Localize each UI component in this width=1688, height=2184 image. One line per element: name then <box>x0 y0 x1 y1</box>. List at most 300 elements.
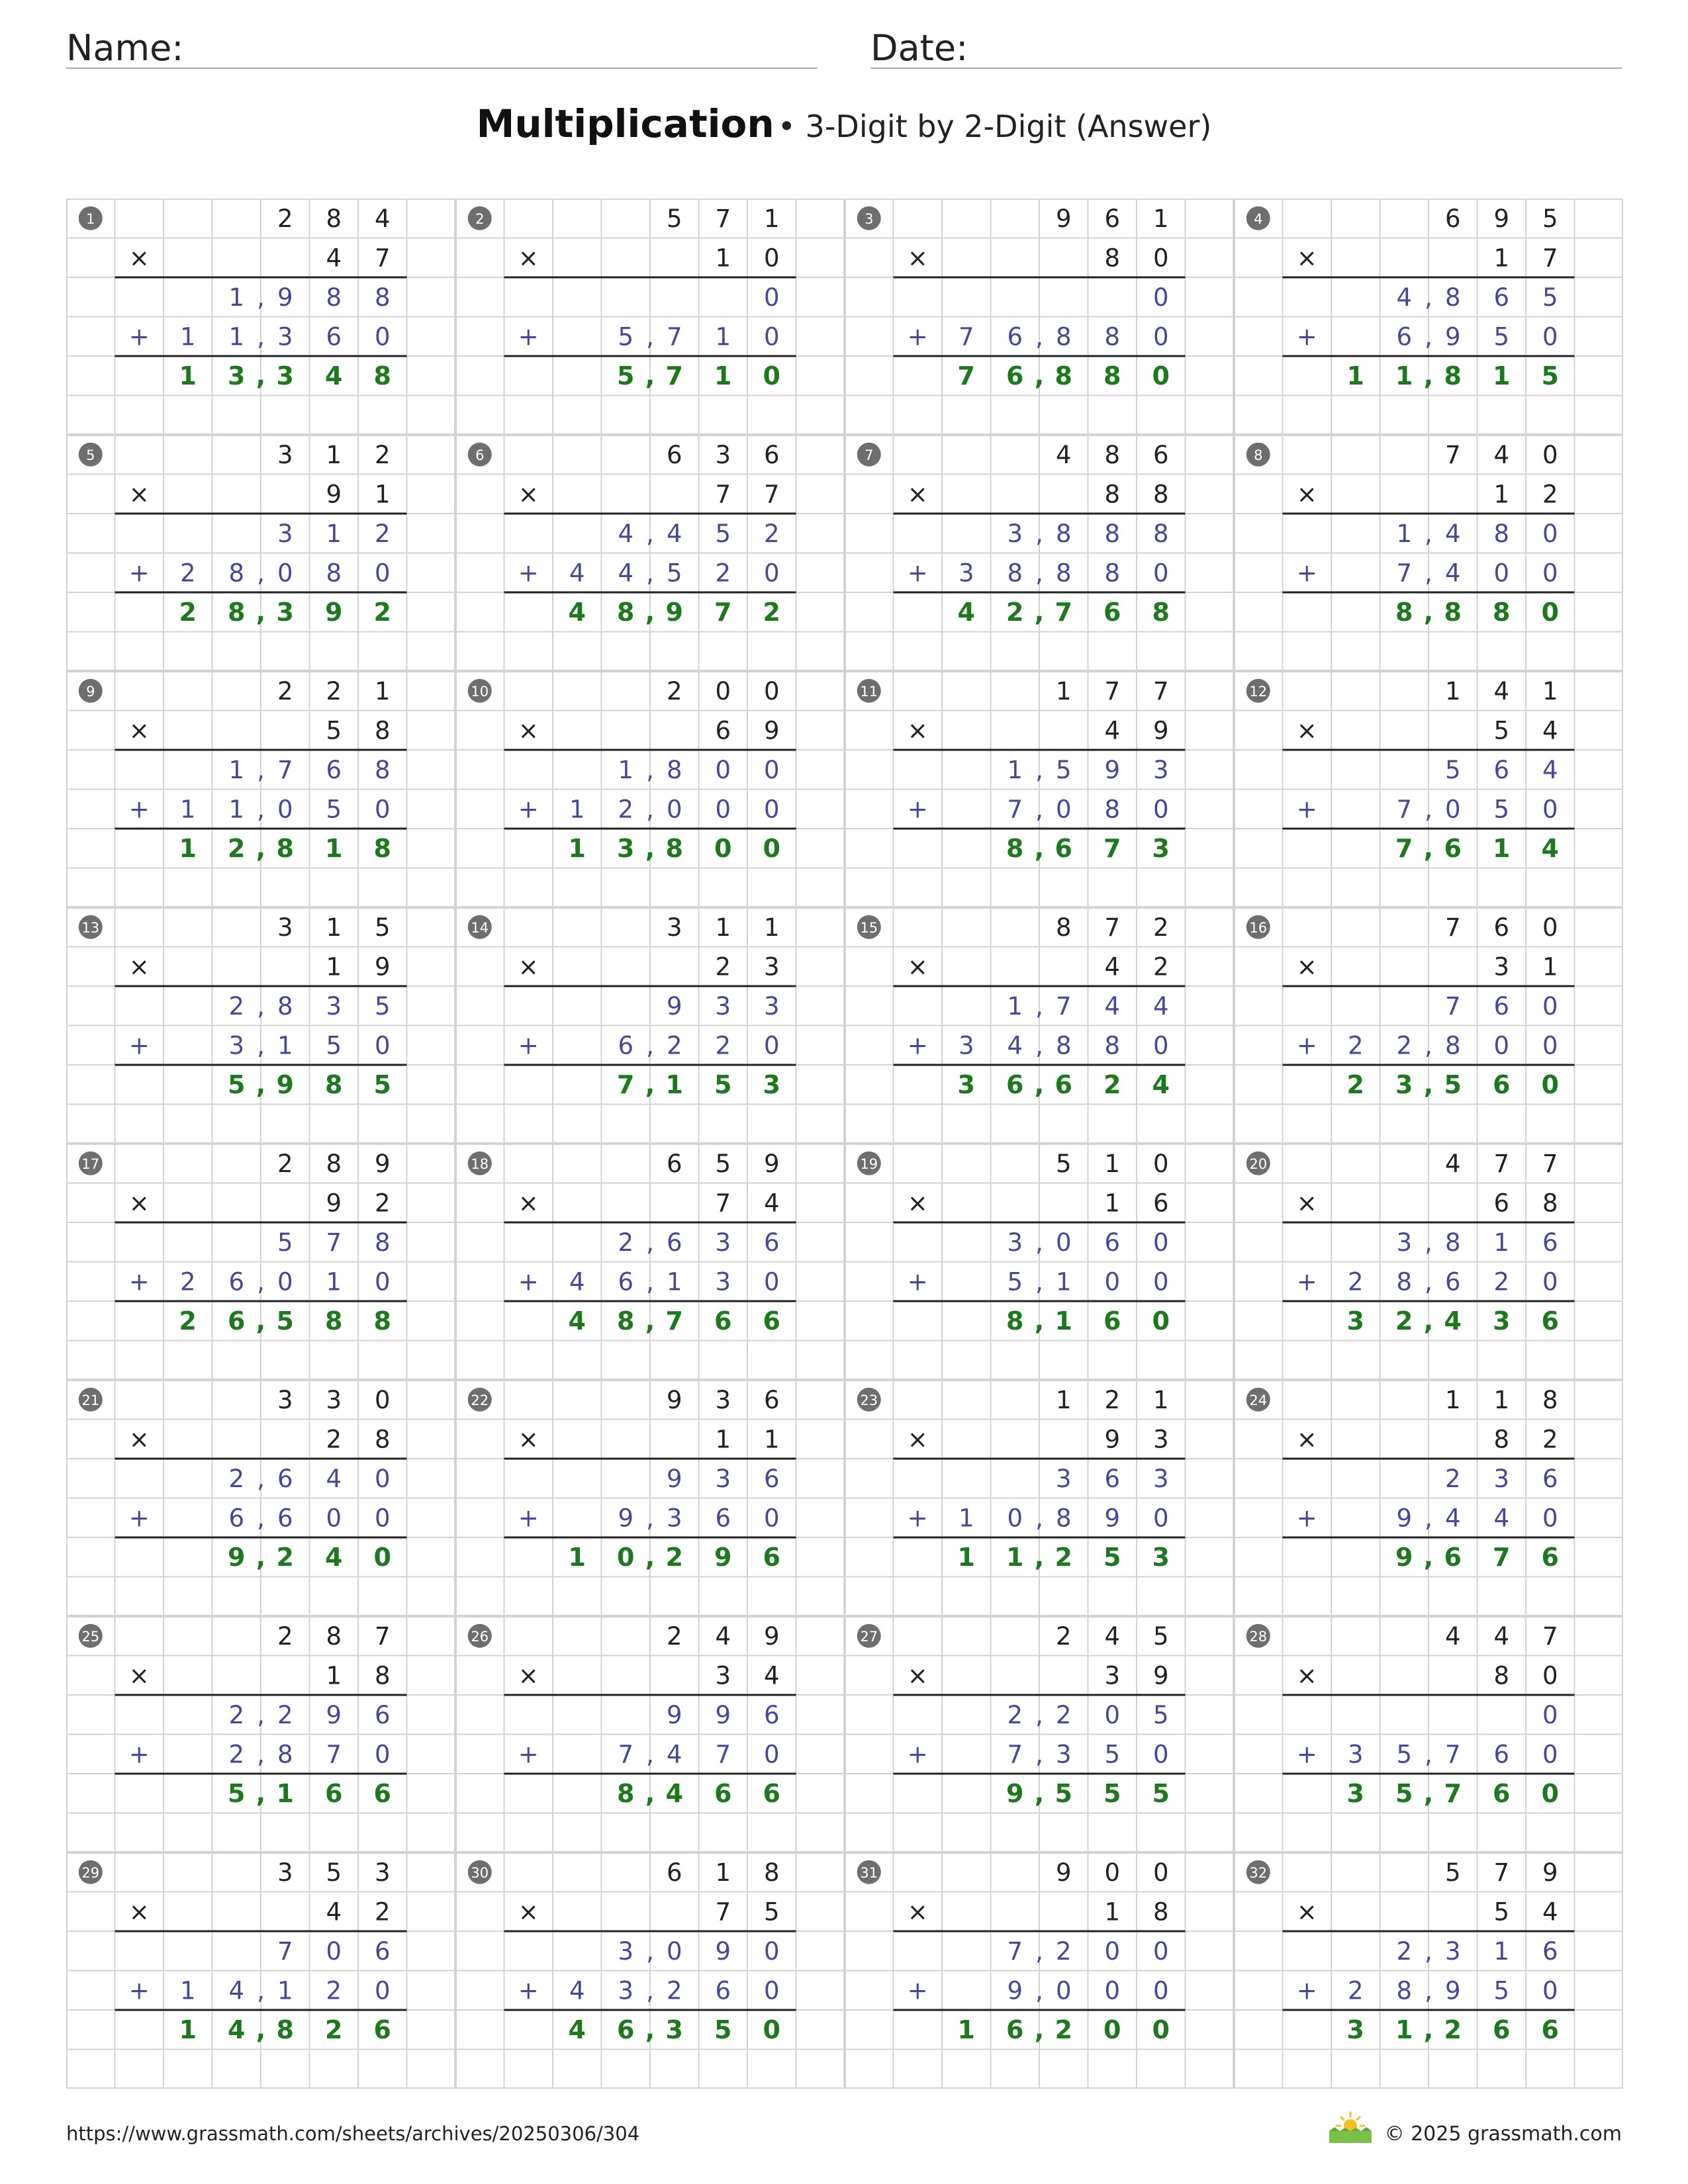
multiplicand-digit: 2 <box>277 676 293 705</box>
partial-product-1-digit: 3 <box>1152 1464 1169 1493</box>
answer-digit: 2 <box>1103 1069 1121 1099</box>
answer-digit: 4 <box>325 1542 343 1572</box>
answer-digit: 6 <box>1444 1542 1462 1572</box>
multiplicand-digit: 5 <box>374 913 391 942</box>
answer-digit: 6 <box>1541 1542 1559 1572</box>
answer-digit: 4 <box>1152 1069 1170 1099</box>
answer-digit-separator: , <box>645 1542 655 1572</box>
multiplier-digit: 2 <box>1152 952 1169 981</box>
multiplicand-digit: 2 <box>666 1621 682 1651</box>
problem-number: 25 <box>81 1628 100 1645</box>
answer-digit: 8 <box>325 1069 343 1099</box>
date-field[interactable] <box>870 21 1622 69</box>
multiplicand-digit: 2 <box>277 204 293 233</box>
answer-digit: 3 <box>665 2015 683 2044</box>
answer-digit: 6 <box>1493 1069 1511 1099</box>
multiplicand-digit: 0 <box>715 676 731 705</box>
multiplicand-digit: 2 <box>666 676 682 705</box>
answer-digit: 6 <box>1006 1069 1024 1099</box>
partial-product-2-digit: 1 <box>179 1976 196 2005</box>
partial-product-2-digit: 0 <box>1152 1031 1169 1060</box>
multiplier-digit: 2 <box>1542 480 1558 509</box>
partial-product-2-digit: 1 <box>228 795 245 824</box>
partial-product-2-digit: 0 <box>1542 559 1558 588</box>
plus-sign: + <box>1296 559 1317 588</box>
partial-product-2-digit: 5 <box>326 795 342 824</box>
multiplicand-digit: 2 <box>1152 913 1169 942</box>
problem-number: 12 <box>1249 683 1268 700</box>
partial-product-2-digit: 6 <box>1493 1740 1510 1769</box>
partial-product-2-digit: 1 <box>569 795 585 824</box>
partial-product-2-digit: 0 <box>1152 559 1169 588</box>
multiplicand-digit: 6 <box>666 1149 682 1178</box>
answer-digit: 4 <box>568 2015 586 2044</box>
partial-product-2-digit: 0 <box>1152 1976 1169 2005</box>
answer-digit-separator: , <box>256 833 266 863</box>
partial-product-1-digit: 6 <box>277 1464 293 1493</box>
partial-product-2-digit-separator: , <box>257 1031 265 1060</box>
multiplier-digit: 3 <box>1104 1661 1121 1690</box>
multiplicand-digit: 1 <box>715 1858 731 1887</box>
plus-sign: + <box>518 322 539 351</box>
partial-product-1-digit: 2 <box>1396 1936 1413 1966</box>
partial-product-2-digit-separator: , <box>646 1267 654 1297</box>
partial-product-2-digit: 6 <box>618 1031 634 1060</box>
partial-product-1-digit-separator: , <box>257 1464 265 1493</box>
answer-digit: 5 <box>1103 1778 1121 1808</box>
plus-sign: + <box>1296 322 1317 351</box>
partial-product-1-digit: 8 <box>374 755 391 784</box>
partial-product-1-digit: 6 <box>1542 1228 1558 1257</box>
answer-digit-separator: , <box>256 1778 266 1808</box>
answer-digit: 8 <box>373 833 391 863</box>
partial-product-2-digit: 4 <box>618 559 634 588</box>
multiplicand-digit: 3 <box>666 913 682 942</box>
multiplier-digit: 5 <box>326 716 342 745</box>
partial-product-1-digit: 8 <box>374 283 391 312</box>
partial-product-1-digit: 3 <box>715 991 731 1021</box>
partial-product-1-digit: 6 <box>1542 1936 1558 1966</box>
partial-product-1-digit: 8 <box>1444 1228 1461 1257</box>
partial-product-2-digit: 5 <box>1396 1740 1413 1769</box>
answer-digit: 1 <box>1395 2015 1413 2044</box>
answer-digit-separator: , <box>1423 833 1434 863</box>
partial-product-2-digit: 2 <box>618 795 634 824</box>
partial-product-2-digit: 2 <box>666 1031 682 1060</box>
plus-sign: + <box>1296 795 1317 824</box>
answer-digit: 4 <box>325 361 343 390</box>
partial-product-1-digit-separator: , <box>257 283 265 312</box>
partial-product-1-digit: 1 <box>1493 1228 1510 1257</box>
name-field[interactable] <box>66 21 818 69</box>
partial-product-1-digit: 0 <box>326 1936 342 1966</box>
partial-product-1-digit: 4 <box>666 519 682 548</box>
partial-product-1-digit-separator: , <box>1035 755 1043 784</box>
answer-digit: 7 <box>1444 1778 1462 1808</box>
multiplier-digit: 7 <box>763 480 780 509</box>
problem-number: 22 <box>471 1392 489 1408</box>
answer-digit: 5 <box>1055 1778 1072 1808</box>
multiplicand-digit: 0 <box>1152 1858 1169 1887</box>
partial-product-2-digit: 8 <box>277 1740 293 1769</box>
partial-product-1-digit: 2 <box>1007 1700 1023 1729</box>
plus-sign: + <box>518 1740 539 1769</box>
multiplier-digit: 8 <box>374 1425 391 1454</box>
partial-product-1-digit: 9 <box>715 1700 731 1729</box>
answer-digit: 9 <box>276 1069 294 1099</box>
times-sign: × <box>128 480 150 509</box>
partial-product-2-digit: 9 <box>1007 1976 1023 2005</box>
answer-digit: 4 <box>228 2015 246 2044</box>
partial-product-1-digit: 4 <box>1542 755 1558 784</box>
multiplicand-digit: 4 <box>1444 1149 1461 1178</box>
name-label: Name: <box>66 27 184 69</box>
partial-product-2-digit: 5 <box>1493 1976 1510 2005</box>
partial-product-2-digit: 2 <box>715 1031 731 1060</box>
answer-digit: 0 <box>1541 597 1559 627</box>
partial-product-1-digit-separator: , <box>1425 1936 1432 1966</box>
answer-digit-separator: , <box>645 1306 655 1336</box>
partial-product-2-digit: 8 <box>1104 795 1121 824</box>
partial-product-2-digit: 5 <box>1493 322 1510 351</box>
plus-sign: + <box>1296 1267 1317 1297</box>
partial-product-1-digit: 0 <box>1152 1936 1169 1966</box>
answer-digit: 0 <box>763 361 780 390</box>
plus-sign: + <box>128 1740 150 1769</box>
partial-product-2-digit: 9 <box>1444 1976 1461 2005</box>
answer-digit: 2 <box>1444 2015 1462 2044</box>
times-sign: × <box>128 1189 150 1218</box>
answer-digit: 3 <box>617 833 635 863</box>
multiplicand-digit: 8 <box>1055 913 1072 942</box>
multiplier-digit: 1 <box>374 480 391 509</box>
answer-digit: 7 <box>1055 597 1072 627</box>
answer-digit: 9 <box>665 597 683 627</box>
partial-product-2-digit: 7 <box>666 322 682 351</box>
partial-product-2-digit: 4 <box>1444 1504 1461 1533</box>
multiplier-digit: 8 <box>1152 480 1169 509</box>
answer-digit: 7 <box>617 1069 635 1099</box>
partial-product-1-digit: 4 <box>618 519 634 548</box>
partial-product-2-digit: 0 <box>763 322 780 351</box>
multiplicand-digit: 7 <box>1152 676 1169 705</box>
partial-product-1-digit: 2 <box>1055 1936 1072 1966</box>
answer-digit: 2 <box>179 597 197 627</box>
answer-digit: 0 <box>1541 1778 1559 1808</box>
problem-number: 23 <box>860 1392 878 1408</box>
partial-product-2-digit: 0 <box>277 1267 293 1297</box>
partial-product-1-digit: 2 <box>228 991 245 1021</box>
partial-product-2-digit: 0 <box>1542 322 1558 351</box>
partial-product-2-digit-separator: , <box>257 1504 265 1533</box>
partial-product-2-digit-separator: , <box>257 322 265 351</box>
answer-digit: 2 <box>1346 1069 1364 1099</box>
answer-digit: 2 <box>228 833 246 863</box>
partial-product-2-digit: 8 <box>1007 559 1023 588</box>
partial-product-1-digit-separator: , <box>646 1936 654 1966</box>
answer-digit: 1 <box>179 833 197 863</box>
partial-product-1-digit: 7 <box>326 1228 342 1257</box>
partial-product-1-digit: 5 <box>1444 755 1461 784</box>
answer-digit: 1 <box>714 361 732 390</box>
partial-product-1-digit-separator: , <box>1035 991 1043 1021</box>
multiplier-digit: 1 <box>715 244 731 273</box>
problem-number: 16 <box>1249 919 1268 936</box>
answer-digit: 4 <box>568 597 586 627</box>
partial-product-2-digit: 3 <box>1347 1740 1364 1769</box>
answer-digit-separator: , <box>256 1542 266 1572</box>
answer-digit: 2 <box>763 597 780 627</box>
partial-product-1-digit-separator: , <box>646 755 654 784</box>
times-sign: × <box>1296 716 1317 745</box>
multiplicand-digit: 9 <box>1055 1858 1072 1887</box>
partial-product-1-digit: 9 <box>666 991 682 1021</box>
answer-digit: 3 <box>1395 1069 1413 1099</box>
answer-digit-separator: , <box>1423 1069 1434 1099</box>
partial-product-1-digit: 3 <box>1444 1936 1461 1966</box>
partial-product-1-digit: 9 <box>715 1936 731 1966</box>
times-sign: × <box>128 1661 150 1690</box>
answer-digit: 4 <box>665 1778 683 1808</box>
multiplicand-digit: 5 <box>666 204 682 233</box>
answer-digit: 1 <box>957 2015 975 2044</box>
multiplicand-digit: 1 <box>715 913 731 942</box>
answer-digit: 3 <box>1493 1306 1511 1336</box>
partial-product-1-digit: 6 <box>763 1464 780 1493</box>
partial-product-1-digit: 0 <box>1104 1936 1121 1966</box>
partial-product-1-digit: 8 <box>666 755 682 784</box>
partial-product-2-digit-separator: , <box>646 1740 654 1769</box>
partial-product-1-digit: 2 <box>1444 1464 1461 1493</box>
answer-digit: 1 <box>179 2015 197 2044</box>
multiplier-digit: 1 <box>326 952 342 981</box>
partial-product-2-digit-separator: , <box>1425 559 1432 588</box>
partial-product-1-digit: 0 <box>1152 283 1169 312</box>
partial-product-1-digit: 6 <box>374 1700 391 1729</box>
multiplier-digit: 2 <box>1542 1425 1558 1454</box>
partial-product-2-digit-separator: , <box>1035 559 1043 588</box>
multiplicand-digit: 5 <box>1055 1149 1072 1178</box>
multiplicand-digit: 2 <box>374 440 391 469</box>
answer-digit: 7 <box>1493 1542 1511 1572</box>
times-sign: × <box>907 1189 928 1218</box>
partial-product-1-digit: 5 <box>1542 283 1558 312</box>
multiplier-digit: 1 <box>1493 244 1510 273</box>
answer-digit: 6 <box>617 2015 635 2044</box>
answer-digit-separator: , <box>1034 1542 1045 1572</box>
times-sign: × <box>1296 1897 1317 1927</box>
partial-product-2-digit: 2 <box>179 559 196 588</box>
answer-digit: 8 <box>1444 597 1462 627</box>
partial-product-2-digit: 6 <box>326 322 342 351</box>
answer-digit-separator: , <box>1423 2015 1434 2044</box>
multiplier-digit: 2 <box>715 952 731 981</box>
partial-product-2-digit: 0 <box>374 322 391 351</box>
multiplier-digit: 2 <box>326 1425 342 1454</box>
answer-digit: 3 <box>1152 1542 1170 1572</box>
answer-digit: 7 <box>665 1306 683 1336</box>
partial-product-2-digit: 0 <box>1055 1976 1072 2005</box>
answer-digit: 2 <box>1055 1542 1072 1572</box>
multiplicand-digit: 8 <box>326 1149 342 1178</box>
partial-product-2-digit: 3 <box>666 1504 682 1533</box>
partial-product-2-digit: 7 <box>326 1740 342 1769</box>
partial-product-2-digit: 6 <box>618 1267 634 1297</box>
problem-number: 24 <box>1249 1392 1268 1408</box>
title-subtitle: • 3-Digit by 2-Digit (Answer) <box>777 109 1212 144</box>
times-sign: × <box>1296 480 1317 509</box>
problem-number: 14 <box>471 919 489 936</box>
partial-product-1-digit-separator: , <box>1035 1936 1043 1966</box>
multiplicand-digit: 1 <box>1444 676 1461 705</box>
partial-product-1-digit: 7 <box>277 1936 293 1966</box>
partial-product-2-digit: 0 <box>1104 1267 1121 1297</box>
partial-product-1-digit: 3 <box>715 1228 731 1257</box>
multiplicand-digit: 7 <box>715 204 731 233</box>
multiplier-digit: 8 <box>1542 1189 1558 1218</box>
multiplicand-digit: 3 <box>277 1858 293 1887</box>
partial-product-1-digit: 8 <box>1104 519 1121 548</box>
problem-number: 15 <box>860 919 878 936</box>
times-sign: × <box>128 244 150 273</box>
times-sign: × <box>1296 244 1317 273</box>
multiplier-digit: 4 <box>1542 1897 1558 1927</box>
answer-digit-separator: , <box>256 361 266 390</box>
partial-product-2-digit: 7 <box>1444 1740 1461 1769</box>
partial-product-1-digit: 4 <box>1444 519 1461 548</box>
problem-number: 8 <box>1254 447 1263 463</box>
multiplicand-digit: 4 <box>1493 1621 1510 1651</box>
answer-digit: 1 <box>957 1542 975 1572</box>
answer-digit: 9 <box>1006 1778 1024 1808</box>
partial-product-1-digit: 1 <box>1007 991 1023 1021</box>
multiplicand-digit: 1 <box>1055 1385 1072 1414</box>
partial-product-1-digit: 1 <box>618 755 634 784</box>
answer-digit: 7 <box>1395 833 1413 863</box>
multiplicand-digit: 1 <box>763 913 780 942</box>
problem-number: 18 <box>471 1156 489 1172</box>
multiplier-digit: 0 <box>1542 1661 1558 1690</box>
partial-product-1-digit-separator: , <box>257 1700 265 1729</box>
multiplier-digit: 7 <box>715 480 731 509</box>
partial-product-2-digit: 4 <box>569 559 585 588</box>
answer-digit: 7 <box>714 597 732 627</box>
answer-digit: 6 <box>763 1778 780 1808</box>
partial-product-2-digit: 8 <box>1055 559 1072 588</box>
multiplicand-digit: 0 <box>763 676 780 705</box>
multiplier-digit: 4 <box>1104 716 1121 745</box>
answer-digit: 8 <box>1103 361 1121 390</box>
multiplier-digit: 6 <box>1493 1189 1510 1218</box>
multiplicand-digit: 0 <box>1542 440 1558 469</box>
multiplicand-digit: 9 <box>666 1385 682 1414</box>
answer-digit: 1 <box>1346 361 1364 390</box>
partial-product-1-digit-separator: , <box>1035 519 1043 548</box>
partial-product-2-digit: 0 <box>277 795 293 824</box>
problem-number: 26 <box>471 1628 489 1645</box>
times-sign: × <box>518 1189 539 1218</box>
partial-product-1-digit: 4 <box>1104 991 1121 1021</box>
multiplicand-digit: 6 <box>1493 913 1510 942</box>
partial-product-1-digit: 0 <box>666 1936 682 1966</box>
problem-number: 31 <box>860 1864 878 1881</box>
worksheet-title <box>0 101 1688 146</box>
multiplicand-digit: 1 <box>1152 204 1169 233</box>
partial-product-2-digit: 4 <box>1444 559 1461 588</box>
partial-product-2-digit: 4 <box>228 1976 245 2005</box>
partial-product-1-digit-separator: , <box>1035 1700 1043 1729</box>
partial-product-2-digit: 8 <box>1055 1504 1072 1533</box>
problem-number: 3 <box>865 210 874 227</box>
partial-product-2-digit: 2 <box>228 1740 245 1769</box>
partial-product-2-digit: 4 <box>569 1267 585 1297</box>
partial-product-2-digit-separator: , <box>1035 795 1043 824</box>
times-sign: × <box>128 1425 150 1454</box>
partial-product-1-digit: 6 <box>1493 755 1510 784</box>
multiplier-digit: 4 <box>326 244 342 273</box>
plus-sign: + <box>128 1976 150 2005</box>
multiplier-digit: 7 <box>715 1897 731 1927</box>
partial-product-2-digit-separator: , <box>646 1504 654 1533</box>
answer-digit: 6 <box>373 2015 391 2044</box>
partial-product-1-digit: 9 <box>277 283 293 312</box>
answer-digit-separator: , <box>256 597 266 627</box>
partial-product-1-digit: 1 <box>228 755 245 784</box>
multiplicand-digit: 7 <box>1493 1149 1510 1178</box>
multiplicand-digit: 0 <box>1104 1858 1121 1887</box>
partial-product-1-digit: 8 <box>1493 519 1510 548</box>
plus-sign: + <box>518 1031 539 1060</box>
partial-product-1-digit-separator: , <box>646 1228 654 1257</box>
partial-product-2-digit: 6 <box>715 1976 731 2005</box>
partial-product-1-digit: 8 <box>374 1228 391 1257</box>
footer-url: https://www.grassmath.com/sheets/archives/20250306/304 <box>66 2122 640 2145</box>
answer-digit: 6 <box>1444 833 1462 863</box>
times-sign: × <box>518 1897 539 1927</box>
partial-product-2-digit: 0 <box>374 1976 391 2005</box>
partial-product-1-digit: 3 <box>1152 755 1169 784</box>
partial-product-1-digit: 6 <box>1104 1228 1121 1257</box>
date-label: Date: <box>870 27 968 69</box>
multiplicand-digit: 6 <box>666 1858 682 1887</box>
partial-product-1-digit: 0 <box>763 755 780 784</box>
multiplier-digit: 0 <box>763 244 780 273</box>
multiplier-digit: 2 <box>374 1189 391 1218</box>
plus-sign: + <box>907 559 928 588</box>
partial-product-1-digit: 6 <box>1493 991 1510 1021</box>
partial-product-2-digit: 6 <box>715 1504 731 1533</box>
problem-number: 30 <box>471 1864 489 1881</box>
answer-digit: 2 <box>1055 2015 1072 2044</box>
answer-digit: 6 <box>1493 1778 1511 1808</box>
partial-product-1-digit-separator: , <box>646 519 654 548</box>
partial-product-2-digit: 7 <box>715 1740 731 1769</box>
partial-product-2-digit: 0 <box>1542 795 1558 824</box>
partial-product-2-digit: 0 <box>763 1740 780 1769</box>
partial-product-2-digit: 8 <box>1396 1976 1413 2005</box>
partial-product-2-digit-separator: , <box>1035 322 1043 351</box>
answer-digit: 6 <box>1103 597 1121 627</box>
partial-product-2-digit: 2 <box>326 1976 342 2005</box>
answer-digit: 3 <box>228 361 246 390</box>
answer-digit: 6 <box>1103 1306 1121 1336</box>
plus-sign: + <box>518 559 539 588</box>
multiplier-digit: 3 <box>1152 1425 1169 1454</box>
partial-product-1-digit: 8 <box>277 991 293 1021</box>
partial-product-2-digit: 2 <box>715 559 731 588</box>
partial-product-2-digit: 4 <box>1493 1504 1510 1533</box>
partial-product-2-digit-separator: , <box>1425 1031 1432 1060</box>
